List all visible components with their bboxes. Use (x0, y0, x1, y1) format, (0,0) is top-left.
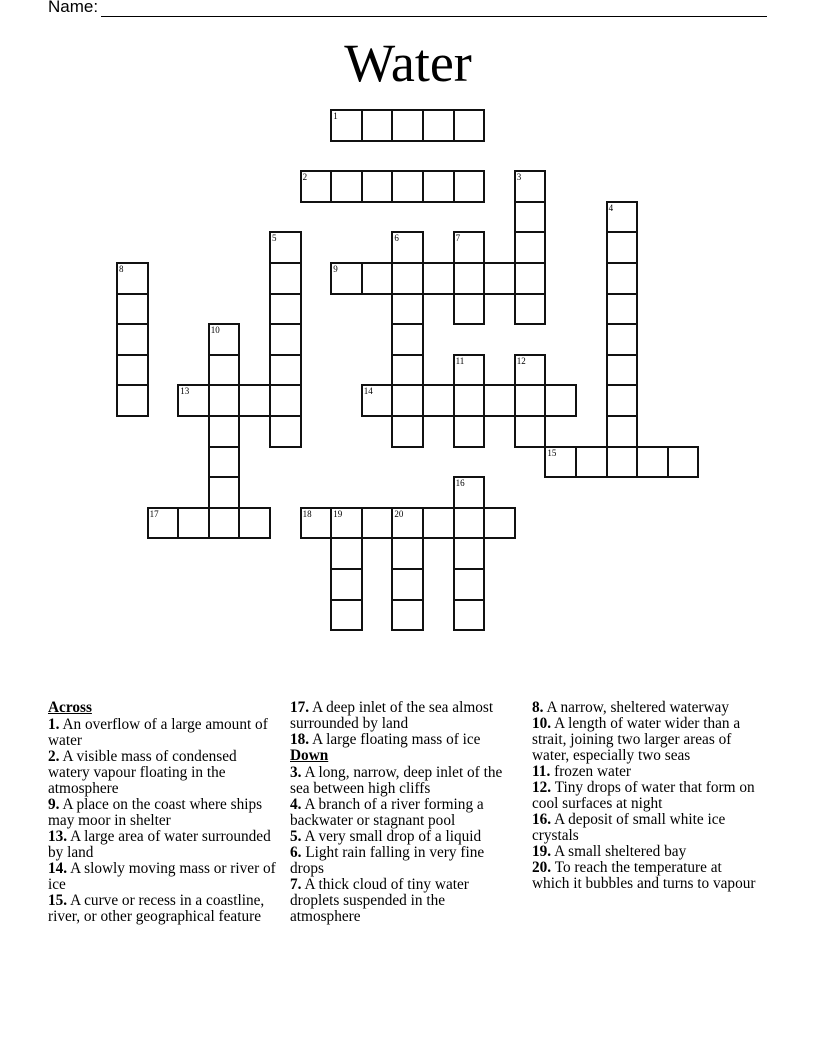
grid-cell[interactable] (453, 415, 486, 448)
grid-cell[interactable] (391, 537, 424, 570)
cell-number: 17 (149, 508, 159, 519)
grid-cell[interactable] (606, 415, 639, 448)
grid-cell[interactable] (208, 415, 241, 448)
grid-cell[interactable] (116, 384, 149, 417)
grid-cell[interactable] (636, 446, 669, 479)
grid-cell[interactable] (391, 293, 424, 326)
clue-across-1: 1. An overflow of a large amount of water (48, 716, 268, 749)
grid-cell[interactable] (606, 446, 639, 479)
grid-cell[interactable] (269, 293, 302, 326)
grid-cell[interactable] (391, 262, 424, 295)
grid-cell[interactable] (391, 568, 424, 601)
grid-cell[interactable] (208, 354, 241, 387)
grid-cell[interactable] (422, 109, 455, 142)
grid-cell[interactable] (208, 446, 241, 479)
grid-cell[interactable] (269, 384, 302, 417)
clue-down-16: 16. A deposit of small white ice crystals (532, 811, 726, 844)
clues-column-3 (532, 700, 760, 892)
grid-cell[interactable] (391, 231, 424, 264)
grid-cell[interactable] (269, 323, 302, 356)
cell-number: 20 (394, 508, 404, 519)
clue-across-13: 13. A large area of water surrounded by land (48, 828, 271, 861)
grid-cell[interactable] (177, 507, 210, 540)
clue-down-5: 5. A very small drop of a liquid (290, 828, 482, 845)
grid-cell[interactable] (391, 354, 424, 387)
clue-down-6: 6. Light rain falling in very fine drops (290, 844, 485, 877)
clue-down-4: 4. A branch of a river forming a backwater or stagnant pool (290, 796, 484, 829)
cell-number: 14 (363, 386, 373, 397)
clue-down-12: 12. Tiny drops of water that form on cool surfaces at night (532, 779, 755, 812)
grid-cell[interactable] (453, 170, 486, 203)
grid-cell[interactable] (269, 354, 302, 387)
grid-cell[interactable] (391, 170, 424, 203)
across-heading: Across (48, 699, 92, 716)
cell-number: 11 (455, 355, 465, 366)
grid-cell[interactable] (361, 507, 394, 540)
grid-cell[interactable] (606, 231, 639, 264)
grid-cell[interactable] (544, 384, 577, 417)
grid-cell[interactable] (269, 262, 302, 295)
grid-cell[interactable] (391, 415, 424, 448)
grid-cell[interactable] (177, 384, 210, 417)
grid-cell[interactable] (514, 201, 547, 234)
grid-cell[interactable] (116, 262, 149, 295)
grid-cell[interactable] (514, 384, 547, 417)
grid-cell[interactable] (453, 262, 486, 295)
clue-down-11: 11. frozen water (532, 763, 631, 780)
grid-cell[interactable] (300, 507, 333, 540)
clue-down-19: 19. A small sheltered bay (532, 843, 687, 860)
cell-number: 16 (455, 478, 465, 489)
grid-cell[interactable] (330, 507, 363, 540)
cell-number: 2 (302, 172, 308, 183)
grid-cell[interactable] (453, 231, 486, 264)
grid-cell[interactable] (391, 507, 424, 540)
clue-across-17: 17. A deep inlet of the sea almost surrounded by land (290, 699, 494, 732)
grid-cell[interactable] (238, 507, 271, 540)
clues-column-2 (290, 700, 518, 925)
grid-cell[interactable] (453, 568, 486, 601)
cell-number: 3 (516, 172, 522, 183)
grid-cell[interactable] (300, 170, 333, 203)
grid-cell[interactable] (514, 262, 547, 295)
grid-cell[interactable] (514, 415, 547, 448)
clue-down-20: 20. To reach the temperature at which it bubbles and turns to vapour (532, 859, 756, 892)
grid-cell[interactable] (391, 323, 424, 356)
grid-cell[interactable] (330, 537, 363, 570)
grid-cell[interactable] (606, 384, 639, 417)
cell-number: 19 (333, 508, 343, 519)
grid-cell[interactable] (453, 537, 486, 570)
cell-number: 6 (394, 233, 399, 244)
grid-cell[interactable] (483, 507, 516, 540)
name-label: Name: (48, 0, 99, 16)
grid-cell[interactable] (606, 262, 639, 295)
grid-cell[interactable] (422, 384, 455, 417)
grid-cell[interactable] (453, 293, 486, 326)
cell-number: 10 (210, 325, 220, 336)
grid-cell[interactable] (208, 476, 241, 509)
clues-column-1 (48, 700, 276, 925)
grid-cell[interactable] (483, 262, 516, 295)
grid-cell[interactable] (606, 293, 639, 326)
grid-cell[interactable] (330, 599, 363, 632)
cell-number: 8 (119, 264, 124, 274)
clue-across-2: 2. A visible mass of condensed watery vapour floating in the atmosphere (48, 748, 237, 797)
grid-cell[interactable] (116, 293, 149, 326)
clue-down-8: 8. A narrow, sheltered waterway (532, 699, 729, 716)
cell-number: 4 (608, 202, 614, 213)
cell-number: 15 (547, 447, 557, 458)
grid-cell[interactable] (453, 507, 486, 540)
cell-number: 18 (302, 508, 312, 519)
cell-number: 12 (516, 355, 526, 366)
grid-cell[interactable] (391, 109, 424, 142)
grid-cell[interactable] (361, 170, 394, 203)
grid-cell[interactable] (208, 323, 241, 356)
clue-across-15: 15. A curve or recess in a coastline, river, or other geographical feature (48, 892, 265, 925)
grid-cell[interactable] (269, 415, 302, 448)
cell-number: 1 (333, 111, 338, 121)
grid-cell[interactable] (606, 323, 639, 356)
grid-cell[interactable] (514, 231, 547, 264)
grid-cell[interactable] (361, 262, 394, 295)
cell-number: 13 (180, 386, 190, 397)
cell-number: 9 (333, 264, 338, 274)
grid-cell[interactable] (667, 446, 700, 479)
grid-cell[interactable] (330, 109, 363, 142)
grid-cell[interactable] (361, 384, 394, 417)
cell-number: 5 (272, 233, 277, 244)
grid-cell[interactable] (422, 507, 455, 540)
grid-cell[interactable] (453, 599, 486, 632)
cell-number: 7 (455, 233, 461, 244)
clue-down-7: 7. A thick cloud of tiny water droplets suspended in the atmosphere (290, 876, 469, 925)
grid-cell[interactable] (208, 507, 241, 540)
puzzle-title: Water (344, 33, 472, 93)
grid-cell[interactable] (330, 170, 363, 203)
grid-cell[interactable] (453, 384, 486, 417)
grid-cell[interactable] (575, 446, 608, 479)
grid-cell[interactable] (483, 384, 516, 417)
grid-cell[interactable] (269, 231, 302, 264)
grid-cell[interactable] (606, 201, 639, 234)
grid-cell[interactable] (391, 384, 424, 417)
grid-cell[interactable] (116, 323, 149, 356)
grid-cell[interactable] (453, 354, 486, 387)
grid-cell[interactable] (544, 446, 577, 479)
grid-cell[interactable] (453, 109, 486, 142)
clue-down-3: 3. A long, narrow, deep inlet of the sea between high cliffs (290, 764, 503, 797)
grid-cell[interactable] (208, 384, 241, 417)
grid-cell[interactable] (514, 293, 547, 326)
grid-cell[interactable] (391, 599, 424, 632)
clue-across-14: 14. A slowly moving mass or river of ice (48, 860, 276, 893)
grid-cell[interactable] (361, 109, 394, 142)
grid-cell[interactable] (238, 384, 271, 417)
grid-cell[interactable] (422, 170, 455, 203)
grid-cell[interactable] (422, 262, 455, 295)
grid-cell[interactable] (116, 354, 149, 387)
down-heading: Down (290, 747, 329, 764)
grid-cell[interactable] (514, 170, 547, 203)
grid-cell[interactable] (453, 476, 486, 509)
grid-cell[interactable] (606, 354, 639, 387)
grid-cell[interactable] (330, 568, 363, 601)
grid-cell[interactable] (514, 354, 547, 387)
grid-cell[interactable] (330, 262, 363, 295)
clue-down-10: 10. A length of water wider than a strait, joining two larger areas of water, especially two seas (532, 715, 741, 764)
clue-across-9: 9. A place on the coast where ships may moor in shelter (48, 796, 263, 829)
clue-across-18: 18. A large floating mass of ice (290, 731, 481, 748)
grid-cell[interactable] (147, 507, 180, 540)
